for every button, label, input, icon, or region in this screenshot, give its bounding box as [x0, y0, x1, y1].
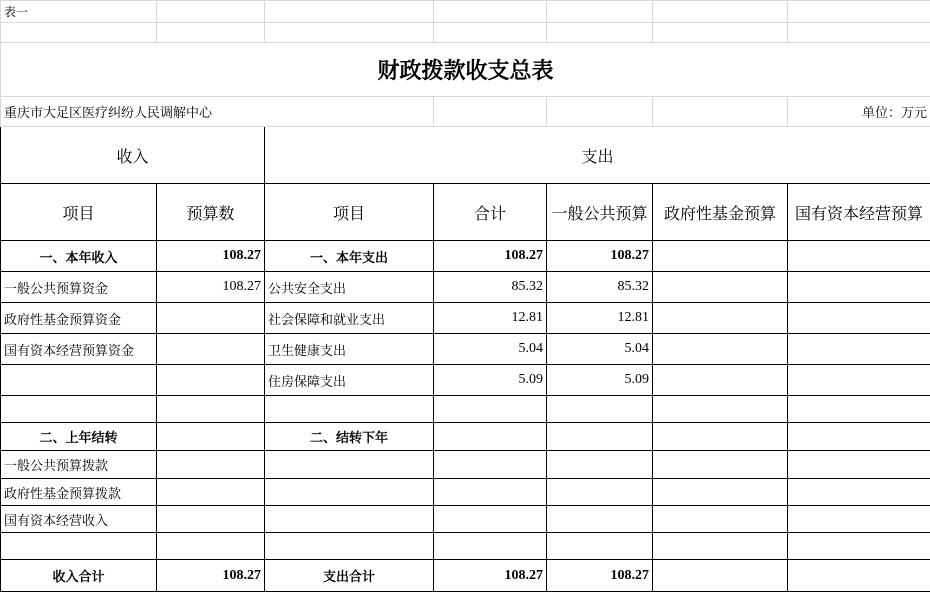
table-row-total: [1, 560, 930, 592]
general-budget-header: 一般公共预算: [547, 184, 653, 241]
table-row: [1, 533, 930, 560]
table-row: 国有资本经营预算资金 卫生健康支出 5.04 5.04: [1, 334, 930, 365]
total-header: 合计: [434, 184, 547, 241]
budget-amount-header: 预算数: [157, 184, 265, 241]
fund-budget-header: 政府性基金预算: [653, 184, 788, 241]
table-row: 二、上年结转 二、结转下年: [1, 423, 930, 451]
income-item-header: 项目: [1, 184, 157, 241]
expenditure-total-label: 支出合计: [265, 560, 434, 592]
unit-label: 单位：万元: [788, 97, 930, 127]
expenditure-header: 支出: [265, 127, 930, 184]
table-row: [1, 396, 930, 423]
table-row: 一、本年收入 108.27 一、本年支出 108.27 108.27: [1, 241, 930, 272]
table-row: 政府性基金预算拨款: [1, 479, 930, 506]
page-title: 财政拨款收支总表: [1, 43, 930, 97]
unit-name: 重庆市大足区医疗纠纷人民调解中心: [1, 97, 434, 127]
expenditure-total-value: 108.27: [434, 560, 547, 592]
table-row: 政府性基金预算资金 社会保障和就业支出 12.81 12.81: [1, 303, 930, 334]
table-row: 一般公共预算拨款: [1, 451, 930, 479]
table-row: 住房保障支出 5.09 5.09: [1, 365, 930, 396]
income-header: 收入: [1, 127, 265, 184]
general-total-value: 108.27: [547, 560, 653, 592]
income-total-value: 108.27: [157, 560, 265, 592]
table-row: 国有资本经营收入: [1, 506, 930, 533]
expenditure-item-header: 项目: [265, 184, 434, 241]
state-capital-budget-header: 国有资本经营预算: [788, 184, 930, 241]
table-row: 一般公共预算资金 108.27 公共安全支出 85.32 85.32: [1, 272, 930, 303]
sheet-label: 表一: [1, 1, 157, 23]
income-total-label: 收入合计: [1, 560, 157, 592]
